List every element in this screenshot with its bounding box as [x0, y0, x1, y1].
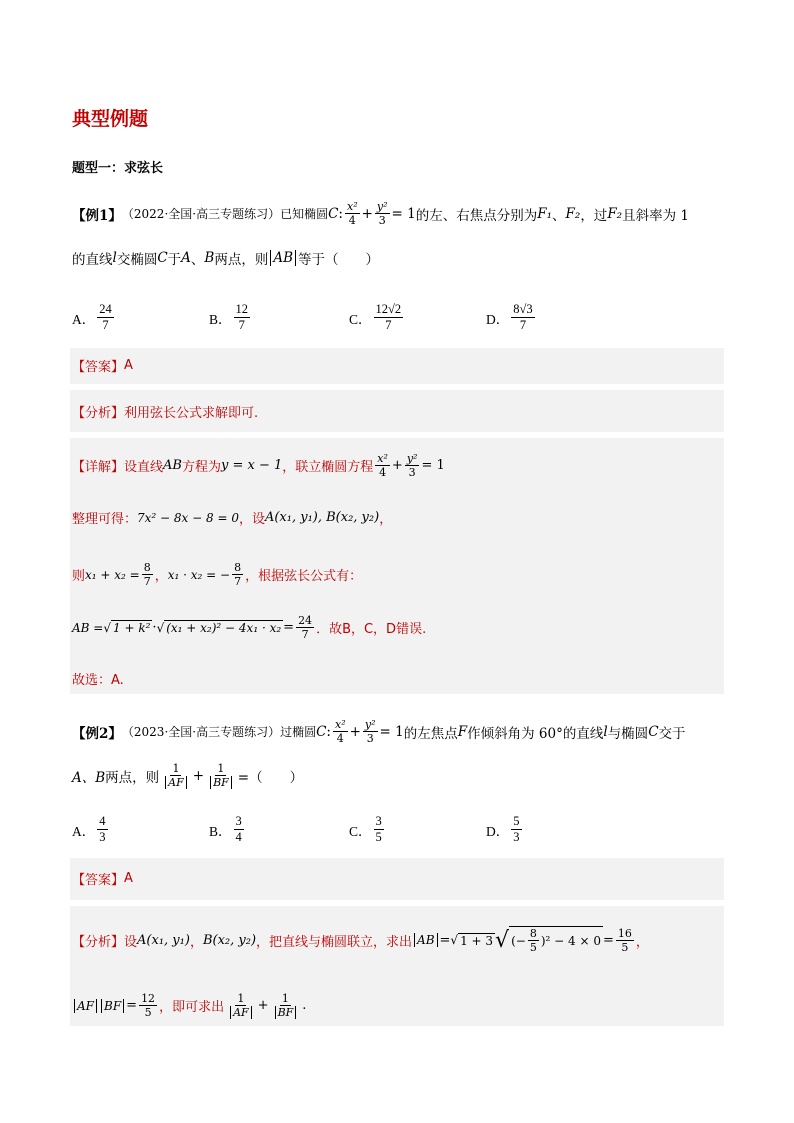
ex2-option-c[interactable] [349, 814, 386, 845]
ex1-answer [72, 356, 133, 375]
l2-text: ，即可求出 [159, 1000, 225, 1015]
option-label: D． [486, 311, 510, 327]
step3-lhs: AB = [72, 620, 104, 635]
ex2-question-line2: A、B 两点，则 $\frac{1}{AF}$ + $\frac{1}{BF}$ =（ ） [72, 762, 304, 789]
option-label: A． [72, 311, 96, 327]
an-point-b: B(x₂, y₂) [202, 932, 257, 948]
step3-sqrt1: √ 1 + k² [103, 620, 151, 635]
section-heading: 典型例题 [72, 108, 149, 130]
option-label: C． [349, 823, 372, 839]
step3-text: ．故B，C，D错误. [316, 622, 427, 637]
ex1-eq-frac-y: $\frac{\text{y²}}{3}$ [376, 200, 388, 227]
step2-text2: ，根据弦长公式有： [245, 569, 363, 584]
step2-eq2: x₁ · x₂ = − [167, 567, 231, 582]
an-sep: ， [189, 934, 203, 950]
analysis-tag: 【分析】 [72, 934, 125, 950]
ex1-question-line2 [72, 248, 379, 268]
ex1-eq-tail: = 1 [391, 205, 416, 222]
ex2-tag: 【例2】 [72, 725, 122, 742]
detail-ab: AB [163, 458, 182, 473]
ex1-f2: F₂ [565, 205, 581, 222]
an-text3: ， [635, 934, 649, 950]
ex1-abs-ab: AB [270, 250, 296, 266]
ex1-b: B [204, 250, 215, 266]
answer-value: A [124, 871, 133, 886]
step1-points: A(x₁, y₁), B(x₂, y₂) [264, 510, 380, 525]
ex1-line2e: 等于（ ） [298, 252, 380, 268]
ex1-pick: 故选：A. [72, 673, 124, 688]
step1-text2: ，设 [238, 512, 265, 527]
ex2-analysis-line1 [72, 926, 649, 954]
l2-eq: = [126, 998, 138, 1013]
option-frac: $\frac{24}{7}$ [99, 302, 112, 332]
detail-text2: 方程为 [181, 460, 221, 475]
step3-frac: $\frac{24}{7}$ [298, 614, 313, 641]
l2-frac-bf: $\frac{1}{BF}$ [271, 992, 301, 1019]
step3-dot: · [152, 620, 157, 635]
ex1-text3: 且斜率为 1 [622, 207, 689, 224]
answer-tag: 【答案】 [72, 360, 125, 375]
detail-eq-tail: = 1 [421, 458, 445, 473]
an-abs-ab: AB [414, 933, 437, 947]
ex2-option-a[interactable] [72, 814, 110, 845]
ex1-option-b[interactable] [209, 302, 252, 333]
ex1-text1: 的左、右焦点分别为 [415, 207, 538, 224]
option-frac: $\frac{3}{5}$ [375, 814, 382, 844]
ex1-analysis [72, 402, 258, 421]
l2-end: . [302, 998, 307, 1013]
step1-text3: ， [379, 512, 393, 527]
ex2-answer-block [70, 858, 724, 900]
step2-eq1: x₁ + x₂ = [85, 567, 140, 582]
an-text1: 设 [124, 934, 138, 950]
ex1-option-c[interactable] [349, 302, 405, 333]
ex2-line2c: =（ ） [237, 769, 304, 786]
ex2-l: l [603, 723, 608, 740]
option-label: C． [349, 311, 372, 327]
ex2-frac-bf: $\frac{1}{BF}$ [206, 762, 236, 789]
an-text2: ，把直线与椭圆联立，求出 [256, 934, 413, 950]
l2-frac-af: $\frac{1}{AF}$ [226, 992, 256, 1019]
option-frac: $\frac{4}{3}$ [99, 814, 106, 844]
ex2-question-line1: 【例2】 （2023·全国·高三专题练习）过椭圆 C : $\frac{\text{x²}}{4}$ + $\frac{\text{y²}}{3}$ = 1 的左焦点 F 作倾斜角为 60°的直线 l 与椭圆 C 交于 [72, 718, 686, 745]
ex2-f: F [457, 723, 468, 740]
ex1-line2b: 交椭圆 [116, 252, 158, 268]
ex2-line2b: 两点，则 [105, 769, 160, 786]
ex2-text1: 的左焦点 [403, 725, 458, 742]
an-eq1: = [439, 932, 451, 948]
option-label: B． [209, 823, 232, 839]
ex2-frac-af: $\frac{1}{AF}$ [161, 762, 191, 789]
ex1-sep2: 、 [190, 252, 205, 268]
an-sqrt2: √ ( − $\frac{8}{5}$ ) ² − 4 × 0 [495, 927, 601, 954]
option-label: A． [72, 823, 96, 839]
step2-frac2: $\frac{8}{7}$ [234, 561, 242, 588]
step2-sep: ， [154, 569, 168, 584]
ex2-answer [72, 869, 133, 888]
an-result: $\frac{16}{5}$ [617, 926, 632, 954]
ex2-text3: 与椭圆 [607, 725, 649, 742]
ex2-option-d[interactable] [486, 814, 524, 845]
step1-eq: 7x² − 8x − 8 = 0 [137, 510, 239, 525]
detail-frac-y: $\frac{\text{y²}}{3}$ [406, 452, 418, 479]
ex1-sep: 、 [552, 207, 566, 224]
ex2-ab: A、B [72, 769, 106, 786]
ex1-line2d: 两点，则 [214, 252, 269, 268]
ex1-step2 [72, 561, 362, 588]
ex2-c2: C [648, 723, 659, 740]
an-sqrt1: √ 1 + 3 [450, 933, 494, 948]
ex1-detail-line1: 【详解】 设直线 AB 方程为 y = x − 1 ，联立椭圆方程 $\frac{\text{x²}}{4}$ + $\frac{\text{y²}}{3}$ = 1 [72, 452, 445, 479]
ex1-f2b: F₂ [607, 205, 623, 222]
option-frac: $\frac{8√3}{7}$ [513, 302, 533, 332]
l2-abs-bf: BF [101, 999, 124, 1013]
option-label: B． [209, 311, 232, 327]
ex2-eq-tail: = 1 [379, 723, 404, 740]
step1-text: 整理可得： [72, 512, 138, 527]
step3-sqrt2: √ (x₁ + x₂)² − 4x₁ · x₂ [156, 620, 282, 635]
ex1-l: l [112, 250, 117, 266]
detail-text1: 设直线 [124, 460, 164, 475]
ex1-tag: 【例1】 [72, 207, 122, 224]
ex1-step1 [72, 508, 392, 527]
an-eq2: = [602, 932, 614, 948]
step2-text: 则 [72, 569, 86, 584]
option-frac: $\frac{12√2}{7}$ [375, 302, 402, 332]
ex1-question-line1: 【例1】 （2022·全国·高三专题练习）已知椭圆 C : $\frac{\text{x²}}{4}$ + $\frac{\text{y²}}{3}$ = 1 的左、右焦点分别为 F₁ 、 F₂ ，过 F₂ 且斜率为 1 [72, 200, 689, 227]
analysis-tag: 【分析】 [72, 406, 125, 421]
answer-value: A [124, 358, 133, 373]
ex2-text2: 作倾斜角为 60°的直线 [467, 725, 604, 742]
ex2-eq-frac-y: $\frac{\text{y²}}{3}$ [364, 718, 376, 745]
ex1-eq-frac-x: $\frac{\text{x²}}{4}$ [346, 200, 358, 227]
detail-eq: y = x − 1 [221, 458, 283, 473]
l2-frac: $\frac{12}{5}$ [141, 992, 156, 1019]
ex1-a: A [181, 250, 191, 266]
an-point-a: A(x₁, y₁) [137, 932, 190, 948]
subsection-heading: 题型一：求弦长 [72, 161, 164, 176]
ex1-step3 [72, 614, 426, 641]
ex2-source: （2023·全国·高三专题练习）过椭圆 [121, 725, 317, 739]
ex1-option-d[interactable] [486, 302, 537, 333]
option-label: D． [486, 823, 510, 839]
ex2-option-b[interactable] [209, 814, 246, 845]
ex1-text2: ，过 [580, 207, 608, 224]
ex2-c-label: C [316, 723, 327, 740]
step3-eq: = [283, 620, 295, 635]
ex1-c2: C [157, 250, 168, 266]
ex1-option-a[interactable] [72, 302, 116, 333]
step2-frac1: $\frac{8}{7}$ [143, 561, 151, 588]
ex1-line2c: 于 [167, 252, 182, 268]
ex2-analysis-line2: AF BF = $\frac{12}{5}$ ，即可求出 $\frac{1}{AF}$ + $\frac{1}{BF}$ . [72, 992, 306, 1019]
ex1-c-label: C [328, 205, 339, 222]
answer-tag: 【答案】 [72, 873, 125, 888]
option-frac: $\frac{12}{7}$ [235, 302, 249, 332]
ex2-eq-frac-x: $\frac{\text{x²}}{4}$ [334, 718, 346, 745]
analysis-text: 利用弦长公式求解即可. [124, 406, 259, 421]
detail-frac-x: $\frac{\text{x²}}{4}$ [377, 452, 388, 479]
ex1-line2a: 的直线 [72, 252, 113, 268]
ex1-source: （2022·全国·高三专题练习）已知椭圆 [121, 207, 329, 221]
option-frac: $\frac{5}{3}$ [513, 814, 520, 844]
l2-abs-af: AF [74, 999, 97, 1013]
ex1-answer-block [70, 348, 724, 384]
option-frac: $\frac{3}{4}$ [235, 814, 242, 844]
detail-text3: ，联立椭圆方程 [282, 460, 374, 475]
ex1-f1: F₁ [537, 205, 553, 222]
ex2-text4: 交于 [658, 725, 686, 742]
detail-tag: 【详解】 [72, 460, 125, 475]
